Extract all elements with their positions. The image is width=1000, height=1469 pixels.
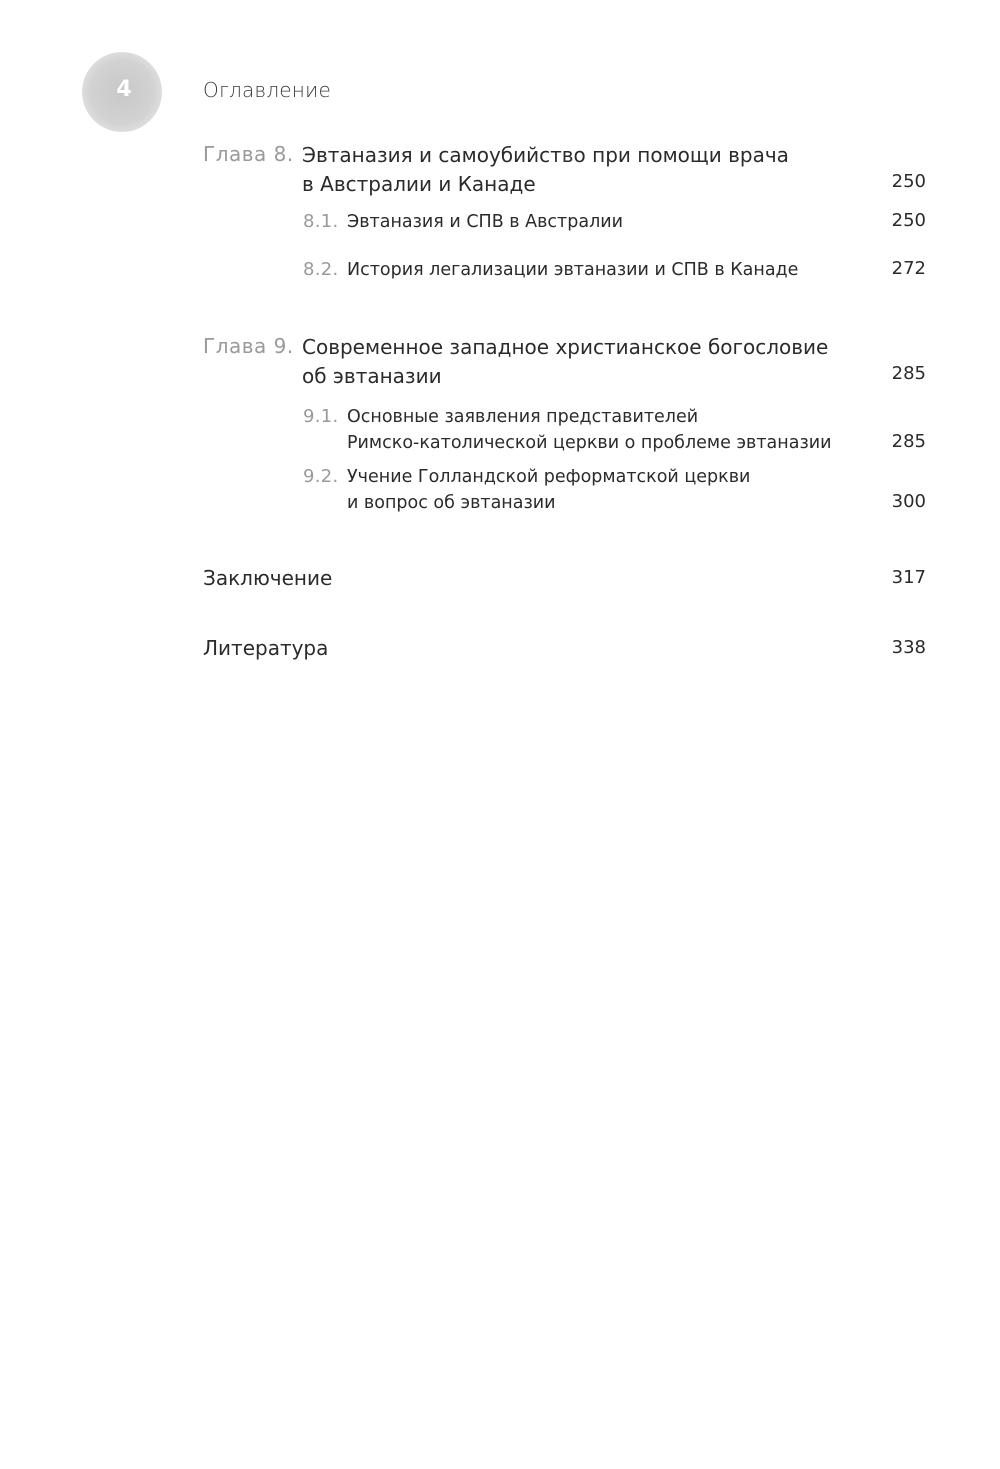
section-page-number: 285 — [891, 431, 926, 452]
section-page-number: 250 — [891, 210, 926, 231]
bibliography-page-number: 338 — [891, 637, 926, 658]
section-prefix: 8.1. — [303, 211, 339, 232]
chapter-page-number: 285 — [891, 363, 926, 384]
chapter-prefix: Глава 8. — [203, 142, 294, 166]
conclusion-title: Заключение — [203, 566, 333, 590]
section-prefix: 8.2. — [303, 259, 339, 280]
conclusion-page-number: 317 — [891, 567, 926, 588]
page-number-badge — [82, 52, 162, 132]
toc-section-row[interactable] — [203, 404, 926, 460]
section-page-number: 300 — [891, 491, 926, 512]
section-title: История легализации эвтаназии и СПВ в Канаде — [347, 260, 799, 280]
toc-conclusion-row[interactable] — [203, 566, 926, 596]
chapter-page-number: 250 — [891, 171, 926, 192]
section-prefix: 9.1. — [303, 406, 339, 427]
section-title-line2: Римско-католической церкви о проблеме эвтаназии — [347, 433, 832, 453]
section-title: Эвтаназия и СПВ в Австралии — [347, 212, 624, 232]
chapter-prefix: Глава 9. — [203, 334, 294, 358]
chapter-title-line2: в Австралии и Канаде — [302, 172, 536, 196]
toc-section-row[interactable] — [203, 209, 926, 239]
bibliography-title: Литература — [203, 636, 329, 660]
chapter-title-line2: об эвтаназии — [302, 364, 442, 388]
chapter-title-line1: Современное западное христианское богословие — [302, 335, 829, 359]
section-title-line1: Учение Голландской реформатской церкви — [347, 467, 751, 487]
section-title-line2: и вопрос об эвтаназии — [347, 493, 556, 513]
running-header: Оглавление — [203, 78, 331, 102]
section-prefix: 9.2. — [303, 466, 339, 487]
toc-chapter-row[interactable] — [203, 140, 926, 200]
section-page-number: 272 — [891, 258, 926, 279]
section-title-line1: Основные заявления представителей — [347, 407, 699, 427]
page-number: 4 — [116, 76, 132, 102]
chapter-title-line1: Эвтаназия и самоубийство при помощи врача — [302, 143, 789, 167]
toc-chapter-row[interactable] — [203, 332, 926, 392]
toc-section-row[interactable] — [203, 464, 926, 520]
toc-section-row[interactable] — [203, 257, 926, 287]
toc-bibliography-row[interactable] — [203, 636, 926, 666]
